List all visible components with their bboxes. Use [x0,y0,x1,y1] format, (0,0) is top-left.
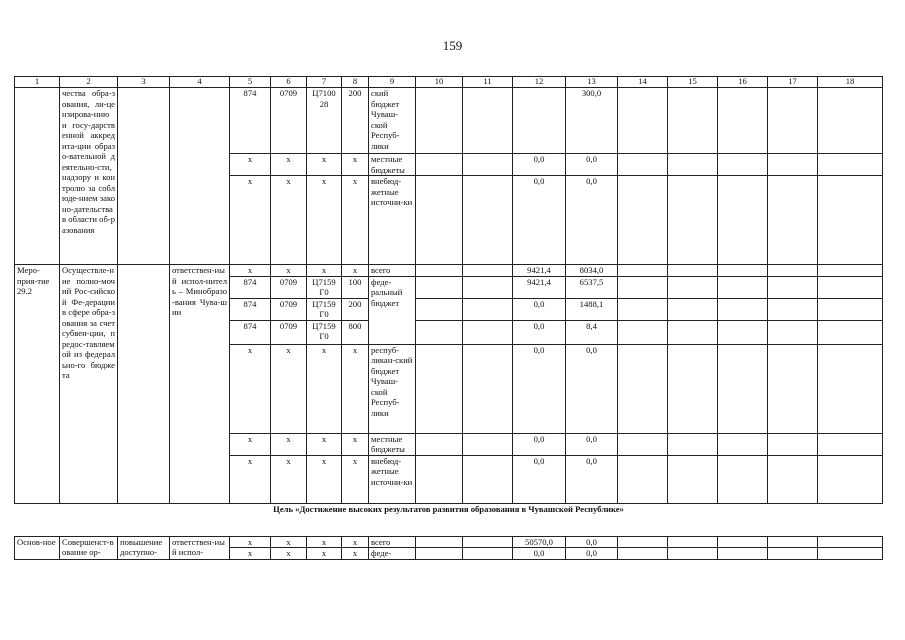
value-cell [768,276,818,298]
expense-type-code: х [342,176,369,265]
value-cell [818,536,883,548]
target-indicator-cell [118,265,170,504]
value-cell [818,298,883,320]
value-cell [768,154,818,176]
target-article-code: х [307,455,342,503]
value-cell [818,88,883,154]
value-cell [463,320,513,344]
value-cell [618,548,668,560]
value-cell [618,455,668,503]
value-cell [618,88,668,154]
expense-type-code: х [342,433,369,455]
value-cell [668,276,718,298]
column-header: 9 [369,77,416,88]
value-cell [668,320,718,344]
value-cell [463,265,513,277]
value-cell [818,176,883,265]
goal-heading: Цель «Достижение высоких результатов развития образования в Чувашской Республике» [15,503,883,536]
value-cell [668,344,718,433]
value-cell [818,276,883,298]
value-cell: 0,0 [566,176,618,265]
section-code: 0709 [271,276,307,298]
value-cell [463,176,513,265]
value-cell [718,154,768,176]
column-header: 3 [118,77,170,88]
value-cell [818,455,883,503]
value-cell [416,344,463,433]
value-cell: 0,0 [513,455,566,503]
funding-source: внебюд-жетные источни-ки [369,455,416,503]
activity-type-cell: Основ-ное [15,536,60,559]
expense-type-code: х [342,344,369,433]
funding-source: феде-ральный бюджет [369,276,416,344]
column-header: 13 [566,77,618,88]
funding-source: респуб-ликан-ский бюджет Чуваш-ской Респуб-лики [369,344,416,433]
value-cell [463,276,513,298]
value-cell [768,176,818,265]
section-code: х [271,455,307,503]
column-header: 6 [271,77,307,88]
value-cell: 9421,4 [513,276,566,298]
value-cell [416,88,463,154]
value-cell [768,320,818,344]
funding-source: местные бюджеты [369,433,416,455]
value-cell [768,88,818,154]
expense-type-code: х [342,548,369,560]
value-cell [768,433,818,455]
executor-cell: ответствен-ный испол-нитель – Минобразо-вания Чува-шии [170,265,230,504]
value-cell [668,455,718,503]
value-cell [618,298,668,320]
column-header: 5 [230,77,271,88]
value-cell [513,88,566,154]
page-number: 159 [442,38,463,53]
value-cell [668,88,718,154]
value-cell [768,298,818,320]
column-header: 17 [768,77,818,88]
section-code: х [271,344,307,433]
grbs-code: 874 [230,88,271,154]
value-cell [668,265,718,277]
target-indicator-cell [118,88,170,265]
value-cell: 0,0 [566,154,618,176]
expense-type-code: 800 [342,320,369,344]
grbs-code: х [230,455,271,503]
grbs-code: х [230,548,271,560]
value-cell [668,548,718,560]
value-cell [463,433,513,455]
expense-type-code: 200 [342,298,369,320]
value-cell [718,276,768,298]
section-code: х [271,433,307,455]
value-cell [718,88,768,154]
value-cell [818,433,883,455]
section-code: 0709 [271,320,307,344]
funding-source: всего [369,536,416,548]
value-cell: 8,4 [566,320,618,344]
value-cell [768,455,818,503]
value-cell [416,154,463,176]
target-article-code: х [307,176,342,265]
section-code: х [271,265,307,277]
target-article-code: х [307,344,342,433]
target-article-code: Ц7159 Г0 [307,298,342,320]
value-cell: 0,0 [513,433,566,455]
value-cell: 0,0 [513,154,566,176]
value-cell [768,344,818,433]
funding-source: всего [369,265,416,277]
column-header: 16 [718,77,768,88]
column-header: 18 [818,77,883,88]
value-cell [416,536,463,548]
value-cell [416,265,463,277]
value-cell: 0,0 [566,344,618,433]
column-header: 11 [463,77,513,88]
value-cell [416,548,463,560]
table-row [15,265,883,277]
value-cell: 0,0 [566,536,618,548]
value-cell [618,176,668,265]
funding-source: местные бюджеты [369,154,416,176]
value-cell [416,176,463,265]
grbs-code: х [230,433,271,455]
activity-type-cell: Меро-прия-тие 29.2 [15,265,60,504]
target-indicator-cell: повышение доступно- [118,536,170,559]
value-cell: 50570,0 [513,536,566,548]
activity-name-cell: Совершенст-вование ор- [60,536,118,559]
value-cell [618,344,668,433]
value-cell: 1488,1 [566,298,618,320]
section-code: 0709 [271,88,307,154]
expense-type-code: х [342,154,369,176]
value-cell [463,548,513,560]
value-cell [668,176,718,265]
column-header: 4 [170,77,230,88]
column-header: 7 [307,77,342,88]
goal-row [15,503,883,536]
expense-type-code: 200 [342,88,369,154]
column-header: 2 [60,77,118,88]
value-cell: 0,0 [513,344,566,433]
value-cell: 0,0 [566,455,618,503]
value-cell: 0,0 [513,176,566,265]
value-cell [818,344,883,433]
value-cell [668,154,718,176]
value-cell: 6537,5 [566,276,618,298]
value-cell [416,320,463,344]
value-cell [718,455,768,503]
value-cell [618,536,668,548]
funding-source: ский бюджет Чуваш-ской Респуб-лики [369,88,416,154]
column-header: 1 [15,77,60,88]
table-row [15,536,883,548]
value-cell [668,433,718,455]
value-cell [818,320,883,344]
value-cell [718,265,768,277]
value-cell: 9421,4 [513,265,566,277]
value-cell [618,154,668,176]
grbs-code: 874 [230,320,271,344]
target-article-code: х [307,265,342,277]
value-cell [718,320,768,344]
value-cell: 0,0 [566,433,618,455]
section-code: х [271,154,307,176]
value-cell [463,455,513,503]
funding-source: внебюд-жетные источни-ки [369,176,416,265]
target-article-code: х [307,536,342,548]
activity-name-cell: чества обра-зования, ли-цензирова-нию и госу-дарственной аккредита-ции образо-вательной деятельно-сти, надзору и контролю за соблюде-нием законо-дательства в области об-разования [60,88,118,265]
value-cell: 0,0 [513,548,566,560]
section-code: х [271,176,307,265]
target-article-code: Ц7100 28 [307,88,342,154]
value-cell [818,265,883,277]
value-cell: 300,0 [566,88,618,154]
value-cell [768,548,818,560]
expense-type-code: х [342,455,369,503]
target-article-code: Ц7159 Г0 [307,276,342,298]
value-cell [416,455,463,503]
value-cell [463,298,513,320]
column-header: 10 [416,77,463,88]
section-code: х [271,548,307,560]
grbs-code: х [230,265,271,277]
column-header: 12 [513,77,566,88]
table-row [15,88,883,154]
value-cell [818,154,883,176]
grbs-code: 874 [230,276,271,298]
value-cell [668,298,718,320]
value-cell: 0,0 [566,548,618,560]
grbs-code: х [230,176,271,265]
value-cell [718,344,768,433]
executor-cell: ответствен-ный испол- [170,536,230,559]
value-cell [768,265,818,277]
value-cell [463,88,513,154]
column-header: 8 [342,77,369,88]
value-cell [618,320,668,344]
value-cell [416,298,463,320]
value-cell [718,176,768,265]
executor-cell [170,88,230,265]
section-code: х [271,536,307,548]
value-cell [718,548,768,560]
budget-table [14,76,883,560]
expense-type-code: х [342,265,369,277]
expense-type-code: 100 [342,276,369,298]
value-cell: 0,0 [513,320,566,344]
column-header: 15 [668,77,718,88]
activity-type-cell [15,88,60,265]
activity-name-cell: Осуществле-ние полно-мочий Рос-сийской Фе-дерации в сфере обра-зования за счет субвен-ции, предос-тавляемой из федерально-го бюджета [60,265,118,504]
column-header: 14 [618,77,668,88]
section-code: 0709 [271,298,307,320]
funding-source: феде- [369,548,416,560]
value-cell [718,536,768,548]
value-cell [718,298,768,320]
value-cell [668,536,718,548]
grbs-code: х [230,154,271,176]
value-cell [818,548,883,560]
value-cell [618,433,668,455]
value-cell [463,154,513,176]
target-article-code: х [307,548,342,560]
target-article-code: х [307,433,342,455]
value-cell: 8034,0 [566,265,618,277]
expense-type-code: х [342,536,369,548]
value-cell [416,276,463,298]
value-cell [618,265,668,277]
grbs-code: 874 [230,298,271,320]
value-cell [463,536,513,548]
value-cell [768,536,818,548]
column-number-row [15,77,883,88]
value-cell [416,433,463,455]
value-cell [463,344,513,433]
target-article-code: х [307,154,342,176]
grbs-code: х [230,536,271,548]
grbs-code: х [230,344,271,433]
value-cell: 0,0 [513,298,566,320]
target-article-code: Ц7159 Г0 [307,320,342,344]
value-cell [718,433,768,455]
value-cell [618,276,668,298]
